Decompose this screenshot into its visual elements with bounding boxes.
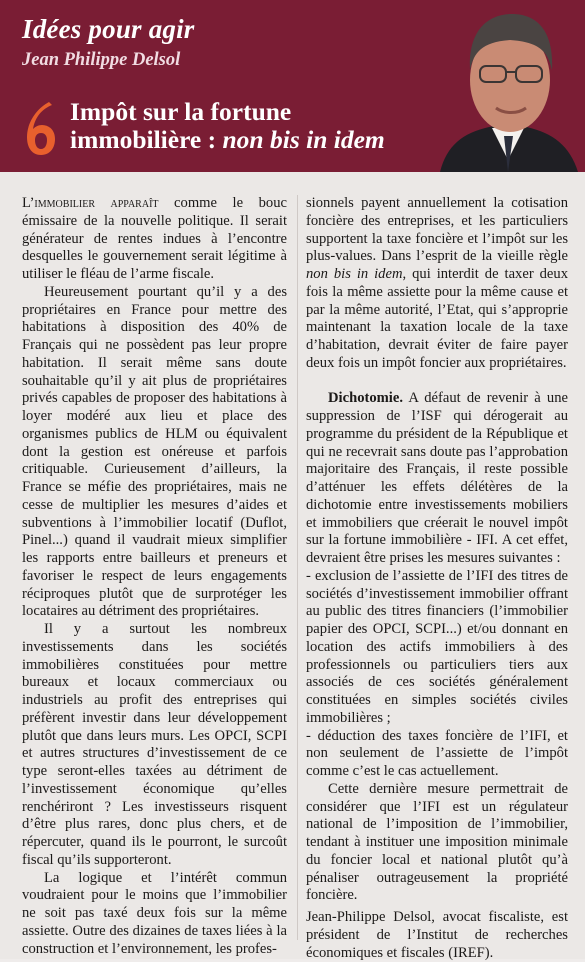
number-text: 6 <box>22 99 23 100</box>
dichotomie-text: A défaut de revenir à une suppression de l’ISF qui dérogerait au programme du président de la République et qui ne recevrait sans doute pas l’approbation majoritaire des Français, il reste possible d’atténuer les effets délétères de la dichotomie entre investissements mobiliers et immobiliers que créerait le nouvel impôt sur la fortune immobilière - IFI. A cet effet, devraient être prises les mesures suivantes : <box>306 390 568 566</box>
author-portrait <box>430 0 585 172</box>
list-item: - déduction des taxes foncière de l’IFI, et non seulement de l’assiette de l’impôt comme c’est le cas actuellement. <box>306 727 568 779</box>
rubric-title: Idées pour agir <box>22 14 195 44</box>
continuation-a: sionnels payent annuellement la cotisation foncière des entreprises, et les particuliers supportent la taxe foncière et l’impôt sur les plus-values. Dans l’esprit de la vieille règle <box>306 195 568 265</box>
column-2 <box>306 195 568 962</box>
intro-text: comme le bouc émissaire de la nouvelle politique. Il serait générateur de rentes indues à l’encontre desquelles le gouvernement serait légitime à utiliser le fléau de l’arme fiscale. <box>22 195 287 282</box>
list-item: - exclusion de l’assiette de l’IFI des titres de sociétés d’investissement immobilier offrant au public des titres financiers (l’immobilier papier des OPCI, SCPI...) et/ou donnant en location des actifs immobiliers à des professionnels ou particuliers tiers aux associés de ces sociétés généralement constituées en simples sociétés civiles immobilières ; <box>306 567 568 726</box>
number-six-icon <box>22 99 60 157</box>
continuation-c: , qui interdit de taxer deux fois la même assiette pour la même cause et par la même autorité, l’Etat, qui s’approprie maintenant la taxation locale de la taxe d’habitation, devrait éviter de faire payer deux fois un impôt foncier aux propriétaires. <box>306 266 569 371</box>
column-divider <box>297 195 298 940</box>
subhead-dichotomie: Dichotomie. <box>328 390 403 407</box>
column-1 <box>22 195 287 958</box>
paragraph-dichotomie <box>306 390 568 568</box>
title-italic: non bis in idem <box>222 125 385 154</box>
paragraph-continuation <box>306 195 568 373</box>
author-signature: Jean-Philippe Delsol, avocat fiscaliste, est président de l’Institut de recherches économiques et fiscales (IREF). <box>306 909 568 961</box>
paragraph-conclusion: Cette dernière mesure permettrait de considérer que l’IFI est un régulateur national de l’imposition de l’immobilier, tendant à instituer une imposition minimale du foncier local et national plutôt qu’à pénaliser outrageusement la propriété foncière. <box>306 780 568 904</box>
latin-phrase: non bis in idem <box>306 266 403 282</box>
title-line-1: Impôt sur la fortune <box>70 97 292 126</box>
spacer <box>306 373 568 391</box>
lead-in: L’immobilier apparaît <box>22 195 159 211</box>
paragraph-intro <box>22 195 287 284</box>
title-line-2-text: immobilière : <box>70 125 223 154</box>
paragraph-investments: Il y a surtout les nombreux investissements dans les sociétés immobilières constituées pour mettre bureaux et locaux commerciaux ou industriels au profit des entreprises qui préfèrent investir dans leur développement plutôt que dans leurs murs. Les OPCI, SCPI et autres structures d’investissement de ce type seront-elles taxées au détriment de l’investissement économique qu’elles renchériront ? Les investisseurs risquent d’être plus rares, donc plus chers, et de répercuter, quand ils le pourront, le surcoût fiscal qu’ils supporteront. <box>22 621 287 868</box>
paragraph-owners: Heureusement pourtant qu’il y a des propriétaires en France pour mettre des habitations à disposition des 40% de Français qui ne possèdent pas leur propre habitation. Il serait même sans doute souhaitable qu’il y ait plus de propriétaires privés capables de proposer des habitations à loyer modéré aux lieu et place des organismes publics de HLM ou équivalent dont la gestion est onéreuse et parfois critiquable. Curieusement d’ailleurs, la France se méfie des propriétaires, mais ne cesse de multiplier les mesures d’aides et subventions à l’immobilier locatif (Duflot, Pinel...) quand il vaudrait mieux simplifier les rapports entre bailleurs et preneurs et favoriser le respect de leurs engagements réciproques plutôt que de surprotéger les locataires au détriment des propriétaires. <box>22 283 287 620</box>
paragraph-logic: La logique et l’intérêt commun voudraient pour le moins que l’immobilier ne soit pas taxé deux fois sur la même assiette. Outre des dizaines de taxes liées à la construction et l’environnement, les profes- <box>22 869 287 957</box>
author-name: Jean Philippe Delsol <box>22 50 181 70</box>
article-header <box>0 0 585 172</box>
article-title <box>70 98 385 154</box>
title-line-2 <box>70 126 385 154</box>
